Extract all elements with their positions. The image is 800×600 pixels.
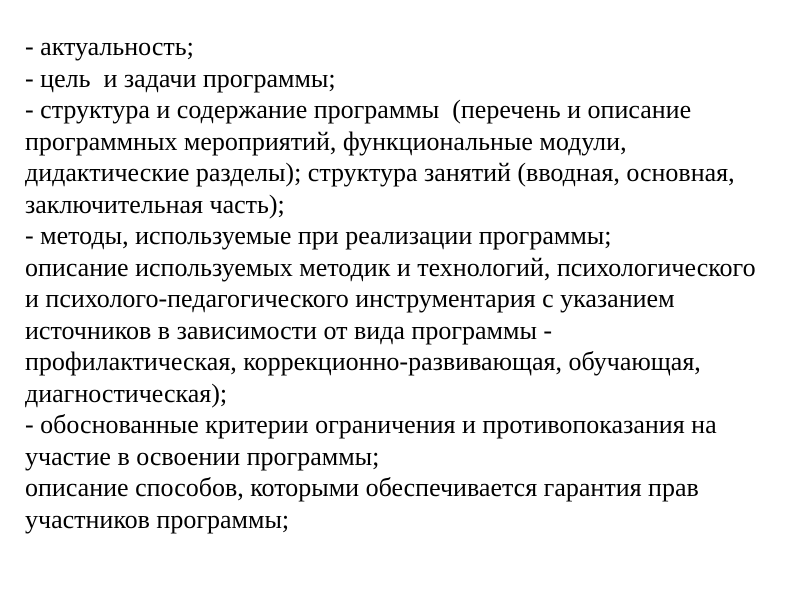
text-line: - цель и задачи программы;: [25, 63, 336, 93]
text-line: профилактическая, коррекционно-развивающая, обучающая,: [25, 347, 701, 376]
text-line: описание способов, которыми обеспечивается гарантия прав: [25, 473, 699, 502]
text-line: источников в зависимости от вида программы -: [25, 315, 553, 345]
text-line: описание используемых методик и технологий, психологического: [25, 252, 756, 282]
text-line: и психолого-педагогического инструментария с указанием: [25, 284, 675, 313]
text-line: - актуальность;: [25, 32, 194, 61]
text-line: - методы, используемые при реализации программы;: [25, 221, 612, 250]
text-line: программных мероприятий, функциональные модули,: [25, 126, 627, 156]
text-line: участников программы;: [25, 504, 290, 534]
text-line: - обоснованные критерии ограничения и противопоказания на: [25, 410, 717, 439]
text-line: участие в освоении программы;: [25, 441, 380, 471]
text-line: диагностическая);: [25, 378, 228, 408]
text-line: заключительная часть);: [25, 189, 285, 219]
text-line: - структура и содержание программы (перечень и описание: [25, 95, 692, 124]
text-line: дидактические разделы); структура занятий (вводная, основная,: [25, 158, 735, 187]
